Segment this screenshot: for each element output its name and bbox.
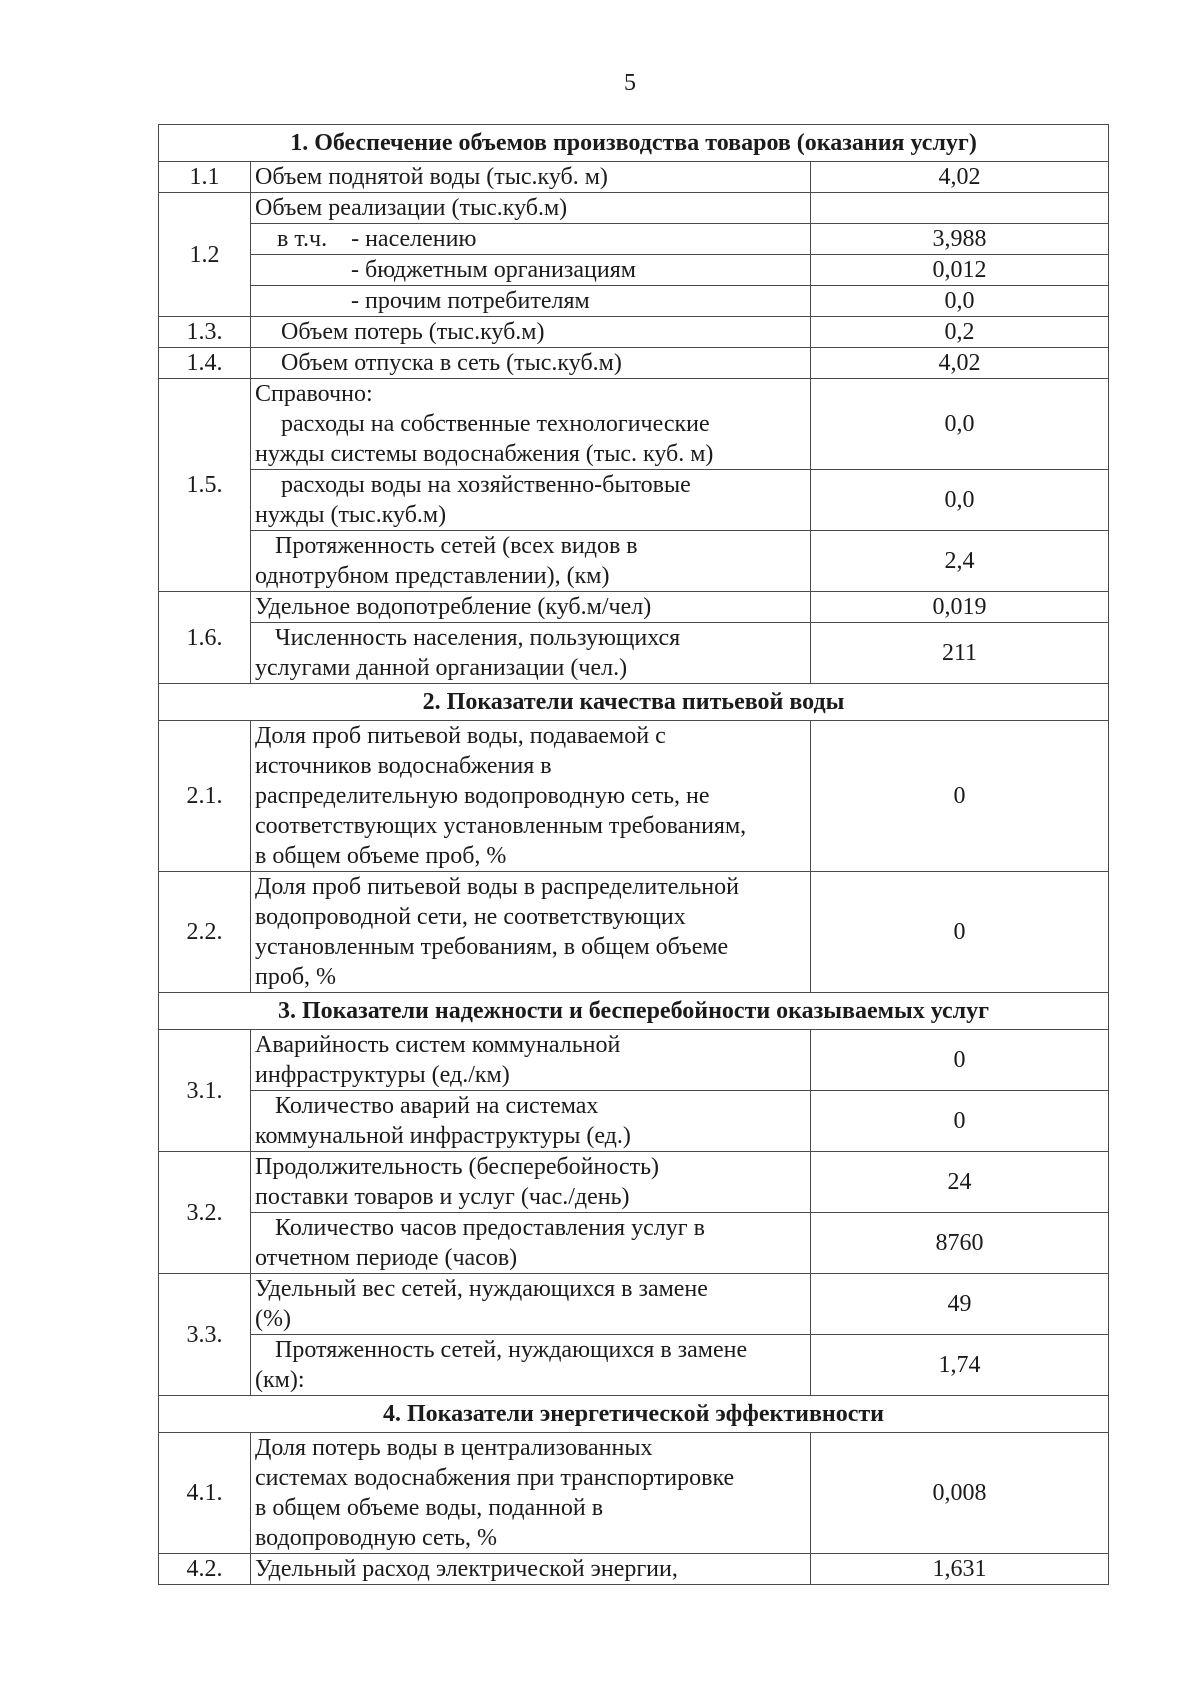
row-description: в т.ч. - населению xyxy=(251,224,811,255)
description-line: Протяженность сетей, нуждающихся в замене xyxy=(275,1337,748,1363)
description-line: Аварийность систем коммунальной xyxy=(255,1032,621,1058)
row-value xyxy=(811,193,1109,224)
indicators-table xyxy=(158,124,1109,1585)
table-row xyxy=(159,317,1109,348)
section-4-header xyxy=(159,1396,1109,1433)
row-number: 2.2. xyxy=(159,872,251,993)
description-line: Продолжительность (бесперебойность) xyxy=(255,1154,660,1180)
row-description xyxy=(251,1433,811,1554)
row-value: 0 xyxy=(811,1091,1109,1152)
row-value: 1,631 xyxy=(811,1554,1109,1585)
row-value: 49 xyxy=(811,1274,1109,1335)
description-line: в общем объеме воды, поданной в xyxy=(255,1495,604,1521)
description-line: Количество аварий на системах xyxy=(275,1093,599,1119)
row-value: 0,0 xyxy=(811,379,1109,470)
table-row xyxy=(159,1335,1109,1396)
table-row xyxy=(159,1091,1109,1152)
section-title: 3. Показатели надежности и бесперебойности оказываемых услуг xyxy=(159,993,1109,1030)
row-description: Объем отпуска в сеть (тыс.куб.м) xyxy=(251,348,811,379)
description-line: Доля проб питьевой воды, подаваемой с xyxy=(255,723,666,749)
description-line: (%) xyxy=(255,1306,291,1332)
description-line: расходы воды на хозяйственно-бытовые xyxy=(281,472,691,498)
description-line: Протяженность сетей (всех видов в xyxy=(275,533,638,559)
description-line: отчетном периоде (часов) xyxy=(255,1245,518,1271)
row-description xyxy=(251,1091,811,1152)
row-description xyxy=(251,379,811,470)
description-line: Доля потерь воды в централизованных xyxy=(255,1435,653,1461)
row-description xyxy=(251,872,811,993)
table-row xyxy=(159,255,1109,286)
row-value: 0 xyxy=(811,1030,1109,1091)
row-description xyxy=(251,1213,811,1274)
description-line: водопроводную сеть, % xyxy=(255,1525,498,1551)
table-row xyxy=(159,286,1109,317)
row-number: 4.1. xyxy=(159,1433,251,1554)
row-description xyxy=(251,721,811,872)
row-number: 3.3. xyxy=(159,1274,251,1396)
row-description: Объем потерь (тыс.куб.м) xyxy=(251,317,811,348)
row-description: Удельное водопотребление (куб.м/чел) xyxy=(251,592,811,623)
row-number: 4.2. xyxy=(159,1554,251,1585)
table-row xyxy=(159,1554,1109,1585)
table-row xyxy=(159,224,1109,255)
table-row xyxy=(159,1274,1109,1335)
description-line: нужды (тыс.куб.м) xyxy=(255,502,447,528)
row-number: 1.3. xyxy=(159,317,251,348)
row-description xyxy=(251,470,811,531)
description-line: однотрубном представлении), (км) xyxy=(255,563,610,589)
row-description: Объем поднятой воды (тыс.куб. м) xyxy=(251,162,811,193)
description-line: установленным требованиям, в общем объеме xyxy=(255,934,729,960)
section-title: 1. Обеспечение объемов производства товаров (оказания услуг) xyxy=(159,125,1109,162)
row-number: 3.2. xyxy=(159,1152,251,1274)
row-description: Удельный расход электрической энергии, xyxy=(251,1554,811,1585)
section-1-header xyxy=(159,125,1109,162)
row-description xyxy=(251,531,811,592)
row-number: 2.1. xyxy=(159,721,251,872)
row-value: 3,988 xyxy=(811,224,1109,255)
description-line: (км): xyxy=(255,1367,305,1393)
description-line: источников водоснабжения в xyxy=(255,753,552,779)
description-line: Доля проб питьевой воды в распределительной xyxy=(255,874,739,900)
table-row xyxy=(159,592,1109,623)
row-description xyxy=(251,623,811,684)
description-line: услугами данной организации (чел.) xyxy=(255,655,628,681)
table-row xyxy=(159,1433,1109,1554)
row-value: 0,012 xyxy=(811,255,1109,286)
row-value: 0,0 xyxy=(811,470,1109,531)
table-row xyxy=(159,193,1109,224)
description-line: нужды системы водоснабжения (тыс. куб. м) xyxy=(255,441,714,467)
table-row xyxy=(159,348,1109,379)
section-3-header xyxy=(159,993,1109,1030)
row-number: 3.1. xyxy=(159,1030,251,1152)
row-number: 1.2 xyxy=(159,193,251,317)
table-row xyxy=(159,470,1109,531)
description-line: проб, % xyxy=(255,964,337,990)
row-value: 0,008 xyxy=(811,1433,1109,1554)
description-line: коммунальной инфраструктуры (ед.) xyxy=(255,1123,631,1149)
row-value: 211 xyxy=(811,623,1109,684)
description-line: системах водоснабжения при транспортировке xyxy=(255,1465,735,1491)
row-description: - прочим потребителям xyxy=(251,286,811,317)
table-row xyxy=(159,721,1109,872)
row-value: 0,2 xyxy=(811,317,1109,348)
row-description xyxy=(251,1335,811,1396)
table-row xyxy=(159,379,1109,470)
row-value: 0,019 xyxy=(811,592,1109,623)
row-value: 0 xyxy=(811,721,1109,872)
description-line: Удельный вес сетей, нуждающихся в замене xyxy=(255,1276,708,1302)
row-number: 1.4. xyxy=(159,348,251,379)
row-description xyxy=(251,1030,811,1091)
description-line: водопроводной сети, не соответствующих xyxy=(255,904,686,930)
table-row xyxy=(159,531,1109,592)
row-value: 24 xyxy=(811,1152,1109,1213)
row-value: 2,4 xyxy=(811,531,1109,592)
row-value: 1,74 xyxy=(811,1335,1109,1396)
description-line: соответствующих установленным требованиям, xyxy=(255,813,747,839)
table-row xyxy=(159,1213,1109,1274)
description-line: расходы на собственные технологические xyxy=(281,411,710,437)
description-line: в общем объеме проб, % xyxy=(255,843,507,869)
description-line: Справочно: xyxy=(255,381,373,407)
row-description: Объем реализации (тыс.куб.м) xyxy=(251,193,811,224)
table-row xyxy=(159,1152,1109,1213)
table-row xyxy=(159,162,1109,193)
row-value: 8760 xyxy=(811,1213,1109,1274)
row-description xyxy=(251,1152,811,1213)
section-title: 4. Показатели энергетической эффективности xyxy=(159,1396,1109,1433)
row-value: 0 xyxy=(811,872,1109,993)
row-number: 1.5. xyxy=(159,379,251,592)
row-description: - бюджетным организациям xyxy=(251,255,811,286)
row-number: 1.6. xyxy=(159,592,251,684)
row-value: 4,02 xyxy=(811,348,1109,379)
section-2-header xyxy=(159,684,1109,721)
description-line: инфраструктуры (ед./км) xyxy=(255,1062,510,1088)
table-row xyxy=(159,1030,1109,1091)
row-value: 0,0 xyxy=(811,286,1109,317)
row-value: 4,02 xyxy=(811,162,1109,193)
section-title: 2. Показатели качества питьевой воды xyxy=(159,684,1109,721)
row-number: 1.1 xyxy=(159,162,251,193)
description-line: распределительную водопроводную сеть, не xyxy=(255,783,710,809)
table-row xyxy=(159,872,1109,993)
description-line: Численность населения, пользующихся xyxy=(275,625,681,651)
row-description xyxy=(251,1274,811,1335)
table-row xyxy=(159,623,1109,684)
page-number: 5 xyxy=(624,70,636,96)
description-line: Количество часов предоставления услуг в xyxy=(275,1215,705,1241)
description-line: поставки товаров и услуг (час./день) xyxy=(255,1184,630,1210)
